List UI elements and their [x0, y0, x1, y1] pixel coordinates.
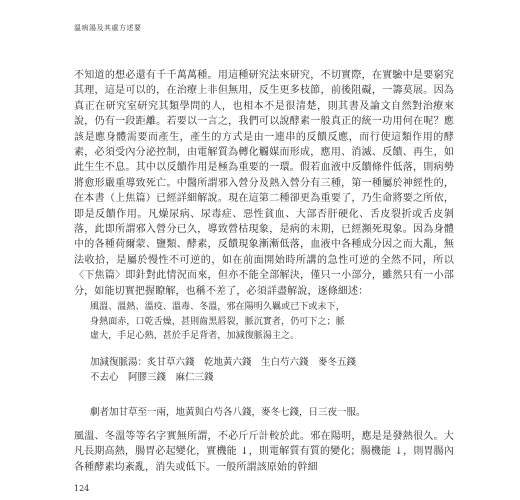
- body-text-continued: [74, 429, 454, 475]
- formula-line: 加減復脈湯：炙甘草六錢 乾地黃六錢 生白芍六錢 麥冬五錢: [90, 357, 357, 368]
- body-text: [74, 68, 454, 299]
- formula-line: 不去心 阿膠三錢 麻仁三錢: [90, 372, 214, 383]
- body-paragraph: 不知道的想必還有千千萬萬種。用這種研究法來研究，不切實際，在實驗中是要窮究其理，這是可以的，在治療上非但無用，反生更多枝節，前後阻礙，一籌莫展。因為真正在研究室研究其類學問的人，也相本不是很清楚，則其書及論文自然對治療來說，仍有一段距離。若要以一言之，我們可以說酵素一般真正的統一功用何在呢？應該是應身體需要而產生，產生的方式是由一連串的反饋反應，而行使這類作用的酵素，必須受內分泌控制，由電解質為轉化觸媒而形成，應用、消滅、反饋、再生，如此生生不息。其中以反饋作用是極為重要的一環。假若血液中反饋條件低落，則病勢將愈形嚴重導致死亡。中醫所謂邪入營分及熱入營分有三種，第一種屬於神經性的，在本書（上焦篇）已經詳細解說。現在這第二種卻更為重要了，乃生命將要之所依，即是反饋作用。凡燥尿病、尿毒症、惡性貧血、大部否肝硬化、舌皮裂折或舌皮剝落，此即所謂邪入營分已久，導致營枯現象，是病的末期，已經瀕死現象。因為身體中的各種荷爾蒙、鹽類、酵素，反饋現象漸漸低落，血液中各種成分因之而大亂，無法收拾，是屬於慢性不可逆的，如在前面開始時所講的急性可逆的全然不同，所以〈下焦篇〉即針對此情況而來，但亦不能全部解決，僅只一小部分，雖然只有一小部分，如能切實把握瞭解，也稱不差了，必須詳盡解說，逐條細述：: [74, 70, 454, 297]
- classical-quote: [90, 300, 445, 344]
- method-line: 劇者加甘草至一兩，地黃與白芍各八錢，麥冬七錢，日三夜一服。: [90, 407, 366, 418]
- body-paragraph: 風溫、冬溫等等名字實無所謂，不必斤斤計較於此。邪在陽明，應是是發熱很久。大凡長期高熱，腸胃必起變化，實機能 ↓，則電解質有質的變化；腸機能 ↓，則胃腸內各種酵素均紊亂，消失或低下。一般所謂該原始的幹細: [74, 431, 454, 473]
- prescription-formula: [90, 355, 450, 385]
- running-header: 溫病湯及其處方述要: [74, 24, 142, 32]
- page-number: 124: [74, 484, 90, 493]
- quote-line: 虛大，手足心熱，甚於手足背者，加減復脈湯主之。: [90, 331, 300, 341]
- quote-line: 身熱面赤，口乾舌燥，甚則齒黑唇裂，脈沉實者，仍可下之；脈: [90, 316, 345, 327]
- quote-line: 風溫、溫熱、溫疫、溫毒、冬溫，邪在陽明久羈或已下或未下，: [90, 302, 345, 312]
- dosage-instructions: [90, 405, 450, 420]
